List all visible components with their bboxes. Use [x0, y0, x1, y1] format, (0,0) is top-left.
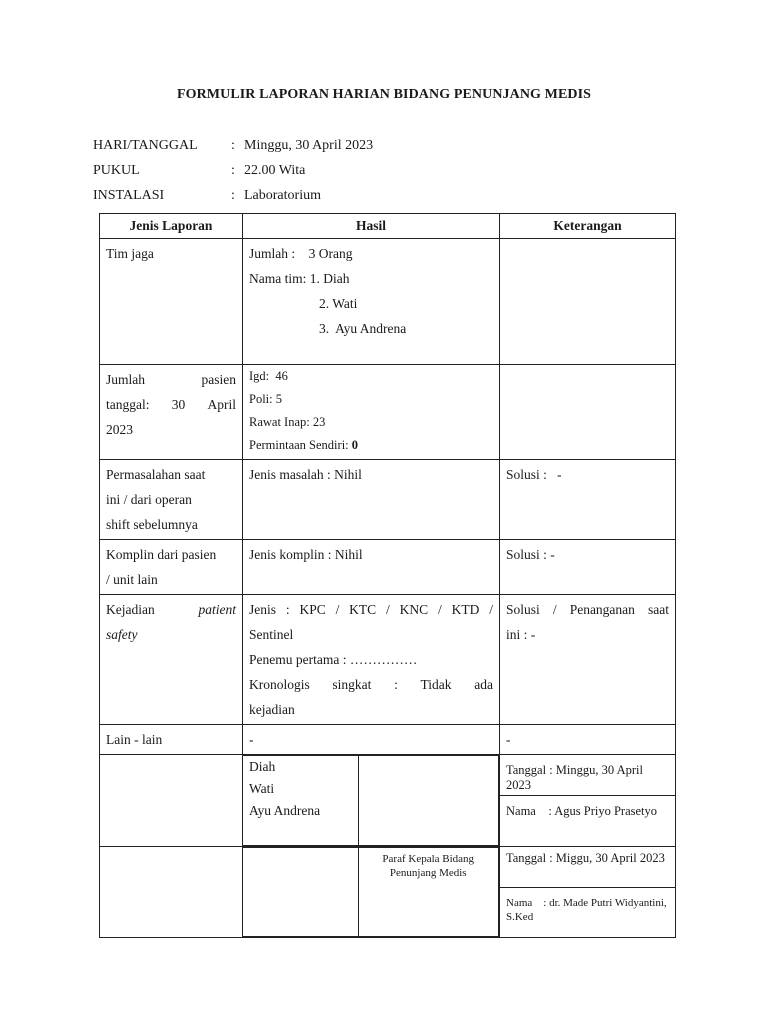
- word: KPC: [299, 602, 326, 617]
- signature-split-cell: [243, 755, 500, 847]
- word: ada: [474, 677, 493, 692]
- word: KNC: [399, 602, 429, 617]
- igd-count: Igd: 46: [249, 369, 288, 383]
- word: /: [335, 602, 340, 617]
- header-row-installation: [93, 188, 321, 204]
- word: :: [394, 677, 398, 692]
- header-value: Laboratorium: [244, 188, 321, 203]
- notes-cell: [500, 365, 676, 460]
- table-row-kejadian: [100, 595, 676, 725]
- word: Jenis: [249, 602, 276, 617]
- word: Penanganan: [569, 602, 635, 617]
- table-row-signature-head: [100, 847, 676, 938]
- incident-sentinel: Sentinel: [249, 627, 294, 642]
- label-word: 2023: [106, 422, 133, 437]
- permintaan-label: Permintaan Sendiri:: [249, 438, 352, 452]
- word: singkat: [332, 677, 372, 692]
- permintaan-value: 0: [351, 438, 359, 452]
- complaint-cell: Jenis komplin : Nihil: [243, 540, 500, 595]
- signature-date: Tanggal : Miggu, 30 April 2023: [506, 851, 665, 865]
- report-table: [99, 213, 676, 938]
- head-paraf: [358, 848, 499, 937]
- empty-cell: [100, 755, 243, 847]
- label-word: tanggal:: [106, 397, 150, 412]
- signature-date: Tanggal : Minggu, 30 April 2023: [506, 763, 643, 792]
- header-key: INSTALASI: [93, 188, 165, 203]
- rawat-inap-count: Rawat Inap: 23: [249, 415, 326, 429]
- empty-cell: [100, 847, 243, 938]
- signature-info-cell: [500, 755, 676, 847]
- header-sep: :: [231, 163, 235, 178]
- signature-stack: [500, 755, 675, 846]
- header-value: Minggu, 30 April 2023: [244, 138, 374, 153]
- word: Tidak: [420, 677, 452, 692]
- solution-cell: Solusi : -: [500, 460, 676, 540]
- word: /: [386, 602, 390, 617]
- label-line: Komplin dari pasien: [106, 547, 217, 562]
- label-line: / unit lain: [106, 572, 158, 587]
- header-sep: :: [231, 138, 235, 153]
- header-key: HARI/TANGGAL: [93, 138, 198, 153]
- label-line: shift sebelumnya: [106, 517, 198, 532]
- row-label: [100, 595, 243, 725]
- solution-cell: [500, 595, 676, 725]
- incident-types: [249, 597, 493, 622]
- row-label: [100, 460, 243, 540]
- other-cell: -: [243, 725, 500, 755]
- word: Solusi: [506, 602, 540, 617]
- form-title: FORMULIR LAPORAN HARIAN BIDANG PENUNJANG MEDIS: [176, 87, 592, 102]
- table-row-jumlah-pasien: [100, 365, 676, 460]
- signature-split-cell: [243, 847, 500, 938]
- word: :: [285, 602, 290, 617]
- header-value: 22.00 Wita: [244, 163, 306, 178]
- signature-info-cell: [500, 847, 676, 938]
- team-name: Ayu Andrena: [249, 803, 321, 818]
- column-header: Keterangan: [500, 214, 676, 239]
- team-member: 2. Wati: [319, 296, 358, 311]
- column-header: Hasil: [243, 214, 500, 239]
- problem-cell: Jenis masalah : Nihil: [243, 460, 500, 540]
- header-row-time: [93, 163, 305, 179]
- word: Kronologis: [249, 677, 310, 692]
- row-label: Tim jaga: [100, 239, 243, 365]
- table-row-lain: [100, 725, 676, 755]
- team-count: Jumlah : 3 Orang: [249, 246, 353, 261]
- word: KTC: [349, 602, 377, 617]
- incident-cell: [243, 595, 500, 725]
- header-sep: :: [231, 188, 235, 203]
- patient-count-cell: [243, 365, 500, 460]
- signature-stack: [500, 847, 675, 937]
- label-line: ini / dari operan: [106, 492, 192, 507]
- chronology: [249, 672, 493, 697]
- word: /: [489, 602, 493, 617]
- solution-cell: Solusi : -: [500, 540, 676, 595]
- label-word: pasien: [201, 372, 236, 387]
- header-row-date: [93, 138, 373, 154]
- label-word: patient: [198, 602, 236, 617]
- table-row-komplin: [100, 540, 676, 595]
- label-line: Permasalahan saat: [106, 467, 206, 482]
- first-finder: Penemu pertama : ……………: [249, 652, 418, 667]
- label-word: safety: [106, 627, 138, 642]
- paraf-label: Paraf Kepala Bidang Penunjang Medis: [382, 853, 475, 879]
- header-key: PUKUL: [93, 163, 140, 178]
- word: /: [552, 602, 557, 617]
- team-member: 3. Ayu Andrena: [319, 321, 407, 336]
- label-word: April: [207, 397, 236, 412]
- team-member: Nama tim: 1. Diah: [249, 271, 350, 286]
- signature-space: [243, 848, 358, 937]
- table-row-signature-team: [100, 755, 676, 847]
- row-label: [100, 365, 243, 460]
- column-header: Jenis Laporan: [100, 214, 243, 239]
- team-name: Wati: [249, 781, 275, 796]
- label-word: 30: [171, 397, 186, 412]
- signature-name: Nama : Agus Priyo Prasetyo: [500, 795, 675, 846]
- poli-count: Poli: 5: [249, 392, 282, 406]
- table-row-tim-jaga: [100, 239, 676, 365]
- signature-inner: [243, 755, 499, 846]
- table-header-row: [100, 214, 676, 239]
- word: /: [437, 602, 442, 617]
- chronology-line: kejadian: [249, 702, 295, 717]
- label-word: Jumlah: [106, 372, 145, 387]
- table-row-permasalahan: [100, 460, 676, 540]
- word: saat: [648, 602, 669, 617]
- solution-line: ini : -: [506, 627, 536, 642]
- row-label: [100, 540, 243, 595]
- row-label: Lain - lain: [100, 725, 243, 755]
- word: KTD: [451, 602, 480, 617]
- team-cell: [243, 239, 500, 365]
- label-word: Kejadian: [106, 602, 155, 617]
- signature-inner: [243, 847, 499, 937]
- notes-cell: [500, 239, 676, 365]
- team-signatures: [243, 756, 358, 846]
- team-name: Diah: [249, 759, 276, 774]
- signature-space: [358, 756, 499, 846]
- permintaan-count: [249, 434, 493, 457]
- signature-name: Nama : dr. Made Putri Widyantini, S.Ked: [500, 887, 675, 937]
- other-notes-cell: -: [500, 725, 676, 755]
